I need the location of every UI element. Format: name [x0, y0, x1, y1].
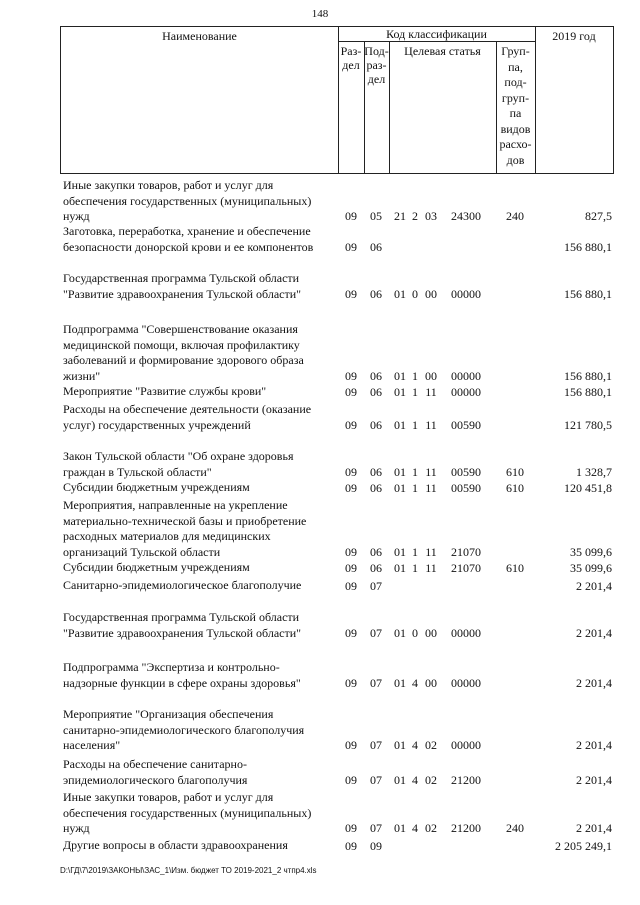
row-amount: 120 451,8: [564, 480, 612, 495]
table-row: [60, 707, 614, 754]
row-program: 01: [394, 286, 406, 301]
row-subprogram: 0: [412, 625, 418, 640]
row-subprogram: 4: [412, 675, 418, 690]
table-row: [60, 578, 614, 594]
row-subsection: 06: [370, 368, 382, 383]
row-name-line: санитарно-эпидемиологического благополучия: [63, 722, 305, 737]
header-section-line: дел: [342, 58, 360, 72]
row-name: [63, 271, 335, 302]
header-group: [496, 44, 535, 168]
row-section: 09: [345, 368, 357, 383]
row-program: 01: [394, 560, 406, 575]
row-section: 09: [345, 675, 357, 690]
row-direction: 00000: [451, 675, 481, 690]
row-amount: 156 880,1: [564, 368, 612, 383]
header-subsection-line: Под-: [364, 44, 389, 58]
row-subprogram: 2: [412, 209, 418, 223]
row-name-line: "Развитие здравоохранения Тульской области": [63, 625, 302, 640]
row-name-line: Мероприятие "Организация обеспечения: [63, 707, 274, 721]
header-group-line: па,: [508, 59, 523, 74]
row-amount: 2 201,4: [576, 675, 612, 690]
header-divider: [338, 41, 535, 42]
table-row: [60, 402, 614, 433]
row-program: 01: [394, 625, 406, 640]
row-name-line: Закон Тульской области "Об охране здоровья: [63, 449, 294, 463]
table-row: [60, 610, 614, 641]
table-row: [60, 560, 614, 576]
row-group: 610: [506, 464, 524, 479]
row-name-line: населения": [63, 738, 121, 752]
row-direction: 21070: [451, 544, 481, 559]
header-group-line: груп-: [501, 90, 530, 105]
table-row: [60, 498, 614, 560]
row-name-line: нужд: [63, 821, 90, 835]
row-event: 11: [425, 417, 437, 432]
table-row: [60, 449, 614, 480]
row-event: 00: [425, 368, 437, 383]
header-group-line: под-: [504, 75, 527, 89]
row-subsection: 07: [370, 772, 382, 787]
row-name: [63, 384, 335, 400]
row-name-line: обеспечения государственных (муниципальных): [63, 805, 312, 820]
table-row: [60, 660, 614, 691]
row-subsection: 07: [370, 821, 382, 835]
row-subsection: 07: [370, 675, 382, 690]
row-name: [63, 402, 335, 433]
header-group-line: расхо-: [499, 137, 532, 151]
table-row: [60, 790, 614, 837]
row-group: 240: [506, 209, 524, 223]
row-subprogram: 1: [412, 480, 418, 495]
row-direction: 21200: [451, 772, 481, 787]
row-direction: 00000: [451, 625, 481, 640]
header-year: 2019 год: [552, 29, 596, 43]
row-amount: 156 880,1: [564, 384, 612, 399]
row-name-line: услуг) государственных учреждений: [63, 417, 251, 432]
header-subsection-line: раз-: [366, 58, 387, 72]
row-section: 09: [345, 772, 357, 787]
row-subsection: 06: [370, 384, 382, 399]
row-subsection: 06: [370, 480, 382, 495]
row-amount: 2 201,4: [576, 772, 612, 787]
table-row: [60, 178, 614, 225]
row-group: 240: [506, 821, 524, 835]
row-subprogram: 1: [412, 464, 418, 479]
row-subsection: 06: [370, 464, 382, 479]
row-section: 09: [345, 560, 357, 575]
row-direction: 21200: [451, 821, 481, 835]
row-name-line: медицинской помощи, включая профилактику: [63, 337, 300, 352]
row-name: [63, 178, 335, 225]
row-event: 02: [425, 821, 437, 835]
row-program: 01: [394, 417, 406, 432]
row-section: 09: [345, 738, 357, 752]
row-amount: 2 201,4: [576, 625, 612, 640]
row-event: 02: [425, 772, 437, 787]
row-name-line: надзорные функции в сфере охраны здоровья": [63, 675, 301, 690]
row-direction: 00000: [451, 384, 481, 399]
header-group-line: Груп-: [501, 44, 530, 58]
row-name-line: организаций Тульской области: [63, 544, 221, 559]
row-section: 09: [345, 464, 357, 479]
row-name-line: Государственная программа Тульской области: [63, 271, 300, 285]
row-direction: 00000: [451, 738, 481, 752]
row-group: 610: [506, 560, 524, 575]
header-section: [338, 44, 364, 72]
row-name-line: Подпрограмма "Экспертиза и контрольно-: [63, 660, 280, 674]
row-subprogram: 1: [412, 368, 418, 383]
row-amount: 2 201,4: [576, 738, 612, 752]
row-name: [63, 449, 335, 480]
row-section: 09: [345, 286, 357, 301]
row-direction: 24300: [451, 209, 481, 223]
row-subsection: 06: [370, 560, 382, 575]
row-subsection: 05: [370, 209, 382, 223]
table-row: [60, 322, 614, 384]
row-name: [63, 480, 335, 496]
row-name-line: обеспечения государственных (муниципальных): [63, 193, 312, 208]
row-section: 09: [345, 544, 357, 559]
row-subsection: 07: [370, 625, 382, 640]
row-section: 09: [345, 838, 357, 853]
row-direction: 00000: [451, 368, 481, 383]
row-amount: 35 099,6: [570, 560, 612, 575]
row-name: [63, 707, 335, 754]
row-name-line: Мероприятие "Развитие службы крови": [63, 384, 267, 398]
row-name-line: безопасности донорской крови и ее компонентов: [63, 239, 314, 254]
row-direction: 00590: [451, 417, 481, 432]
row-program: 01: [394, 544, 406, 559]
row-event: 11: [425, 560, 437, 575]
row-name-line: Заготовка, переработка, хранение и обеспечение: [63, 224, 311, 238]
row-event: 11: [425, 384, 437, 399]
row-name-line: Государственная программа Тульской области: [63, 610, 300, 624]
row-program: 01: [394, 675, 406, 690]
header-divider: [389, 41, 390, 173]
table-row: [60, 384, 614, 400]
row-name-line: жизни": [63, 368, 101, 383]
row-section: 09: [345, 821, 357, 835]
table-row: [60, 480, 614, 496]
row-subsection: 06: [370, 239, 382, 254]
row-name-line: расходных материалов для медицинских: [63, 529, 271, 543]
row-name: [63, 757, 335, 788]
row-program: 01: [394, 772, 406, 787]
row-subsection: 09: [370, 838, 382, 853]
row-name-line: заболеваний и формирование здорового образа: [63, 353, 304, 367]
table-header: [60, 26, 614, 174]
row-direction: 21070: [451, 560, 481, 575]
row-subsection: 07: [370, 578, 382, 593]
row-amount: 35 099,6: [570, 544, 612, 559]
row-section: 09: [345, 578, 357, 593]
row-name: [63, 498, 335, 560]
row-program: 01: [394, 821, 406, 835]
row-section: 09: [345, 209, 357, 223]
row-name-line: нужд: [63, 209, 90, 223]
header-group-line: па: [509, 106, 522, 120]
row-name: [63, 610, 335, 641]
row-program: 01: [394, 480, 406, 495]
row-event: 02: [425, 738, 437, 752]
row-program: 01: [394, 384, 406, 399]
row-event: 00: [425, 675, 437, 690]
row-subprogram: 1: [412, 384, 418, 399]
header-name: Наименование: [162, 29, 237, 43]
header-subsection-line: дел: [367, 72, 386, 86]
row-name-line: эпидемиологического благополучия: [63, 772, 248, 787]
page-number: 148: [311, 8, 329, 20]
row-event: 11: [425, 480, 437, 495]
row-subprogram: 0: [412, 286, 418, 301]
row-subprogram: 1: [412, 544, 418, 559]
row-section: 09: [345, 480, 357, 495]
row-name-line: Другие вопросы в области здравоохранения: [63, 838, 288, 852]
row-amount: 1 328,7: [576, 464, 612, 479]
row-subprogram: 1: [412, 560, 418, 575]
row-amount: 827,5: [585, 209, 612, 223]
row-name: [63, 560, 335, 576]
row-section: 09: [345, 625, 357, 640]
row-subsection: 07: [370, 738, 382, 752]
row-amount: 2 201,4: [576, 578, 612, 593]
row-subsection: 06: [370, 417, 382, 432]
row-direction: 00590: [451, 464, 481, 479]
row-subprogram: 4: [412, 821, 418, 835]
row-name-line: Субсидии бюджетным учреждениям: [63, 560, 250, 574]
row-program: 01: [394, 368, 406, 383]
row-event: 00: [425, 625, 437, 640]
row-program: 01: [394, 738, 406, 752]
row-program: 01: [394, 464, 406, 479]
row-name-line: "Развитие здравоохранения Тульской области": [63, 286, 302, 301]
table-row: [60, 757, 614, 788]
row-subsection: 06: [370, 544, 382, 559]
row-name-line: Субсидии бюджетным учреждениям: [63, 480, 250, 494]
header-target-article: Целевая статья: [404, 44, 481, 58]
header-section-line: Раз-: [340, 44, 362, 58]
row-name-line: Расходы на обеспечение деятельности (оказание: [63, 402, 312, 416]
row-amount: 2 205 249,1: [555, 838, 612, 853]
header-group-line: дов: [506, 152, 525, 167]
row-section: 09: [345, 384, 357, 399]
row-name-line: материально-технической базы и приобретение: [63, 513, 307, 528]
header-divider: [535, 27, 536, 173]
row-name: [63, 322, 335, 384]
row-subprogram: 4: [412, 772, 418, 787]
row-name-line: Мероприятия, направленные на укрепление: [63, 498, 288, 512]
row-subprogram: 1: [412, 417, 418, 432]
row-name-line: граждан в Тульской области": [63, 464, 212, 479]
row-program: 21: [394, 209, 406, 223]
header-group-line: видов: [500, 121, 531, 136]
file-path-footer: D:\ГД\7\2019\ЗАКОНЫ\ЗАС_1\Изм. бюджет ТО 2019-2021_2 чтпр4.xls: [60, 866, 317, 875]
table-row: [60, 271, 614, 302]
row-group: 610: [506, 480, 524, 495]
table-row: [60, 838, 614, 854]
row-amount: 156 880,1: [564, 239, 612, 254]
row-name: [63, 224, 335, 255]
row-name-line: Иные закупки товаров, работ и услуг для: [63, 790, 274, 804]
row-name: [63, 838, 335, 854]
row-event: 03: [425, 209, 437, 223]
row-direction: 00000: [451, 286, 481, 301]
row-name: [63, 660, 335, 691]
table-row: [60, 224, 614, 255]
row-name-line: Санитарно-эпидемиологическое благополучие: [63, 578, 302, 592]
row-amount: 121 780,5: [564, 417, 612, 432]
row-section: 09: [345, 239, 357, 254]
row-name: [63, 578, 335, 594]
row-direction: 00590: [451, 480, 481, 495]
row-name-line: Подпрограмма "Совершенствование оказания: [63, 322, 298, 336]
header-code-classification: Код классификации: [386, 27, 487, 41]
row-subprogram: 4: [412, 738, 418, 752]
row-name: [63, 790, 335, 837]
row-name-line: Расходы на обеспечение санитарно-: [63, 757, 247, 771]
row-event: 00: [425, 286, 437, 301]
row-name-line: Иные закупки товаров, работ и услуг для: [63, 178, 274, 192]
row-subsection: 06: [370, 286, 382, 301]
row-event: 11: [425, 544, 437, 559]
row-event: 11: [425, 464, 437, 479]
row-section: 09: [345, 417, 357, 432]
row-amount: 156 880,1: [564, 286, 612, 301]
row-amount: 2 201,4: [576, 821, 612, 835]
header-subsection: [364, 44, 389, 86]
